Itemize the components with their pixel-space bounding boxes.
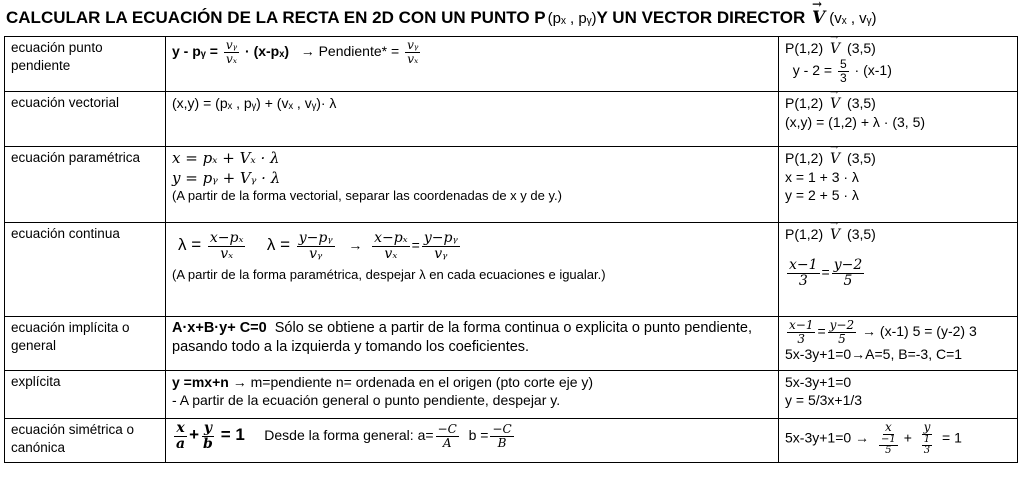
vector-symbol: → V	[830, 40, 840, 58]
row-example: P(1,2) → V (3,5) $\frac{x-1}{3}$ = $\frac{y-2}{5}$	[779, 223, 1018, 317]
fraction: $\frac{x}{a}$	[176, 420, 186, 452]
row-vectorial	[5, 92, 1018, 147]
row-example: P(1,2) → V (3,5) x = 1 + 3 · λ y = 2 + 5 · λ	[779, 147, 1018, 223]
row-formula: y - pᵧ = $\frac{\text{vᵧ}}{\text{vₓ}}$ · (x-pₓ) → Pendiente* = $\frac{\text{vᵧ}}{\text{vₓ}}$	[166, 37, 779, 92]
row-parametrica	[5, 147, 1018, 223]
title-middle: Y UN VECTOR DIRECTOR	[596, 8, 806, 27]
row-example: P(1,2) → V (3,5) (x,y) = (1,2) + λ · (3, 5)	[779, 92, 1018, 147]
fraction: $\frac{5}{3}$	[839, 57, 847, 85]
row-name: ecuación paramétrica	[5, 147, 166, 223]
row-formula: y =mx+n → m=pendiente n= ordenada en el origen (pto corte eje y) - A partir de la ecuación general o punto pendiente, despejar y.	[166, 371, 779, 419]
row-example: 5x-3y+1=0 → $\frac{x}{\frac{-1}{5}}$ + $\frac{y}{\frac{1}{3}}$ = 1	[779, 419, 1018, 463]
vector-symbol: → V	[830, 95, 840, 113]
row-punto-pendiente	[5, 37, 1018, 92]
row-example: 5x-3y+1=0 y = 5/3x+1/3	[779, 371, 1018, 419]
equations-table	[4, 36, 1018, 463]
fraction: $\frac{y-2}{5}$	[829, 318, 855, 346]
row-continua	[5, 223, 1018, 317]
fraction: $\frac{\text{y−pᵧ}}{\text{vᵧ}}$	[423, 230, 458, 262]
fraction: $\frac{-C}{B}$	[492, 422, 512, 450]
title-point: (pₓ , pᵧ)	[547, 9, 597, 27]
fraction: $\frac{x-1}{3}$	[789, 257, 818, 289]
fraction: $\frac{x-1}{3}$	[789, 318, 814, 346]
row-name: ecuación punto pendiente	[5, 37, 166, 92]
vector-symbol: → V	[830, 150, 840, 168]
row-formula: (x,y) = (pₓ , pᵧ) + (vₓ , vᵧ)· λ	[166, 92, 779, 147]
fraction: $\frac{y}{b}$	[203, 420, 213, 452]
fraction: $\frac{-C}{A}$	[437, 422, 457, 450]
title-main: CALCULAR LA ECUACIÓN DE LA RECTA EN 2D CON UN PUNTO P	[6, 8, 546, 27]
row-formula: A·x+B·y+ C=0 Sólo se obtiene a partir de la forma continua o explicita o punto pendiente, pasando todo a la izquierda y tomando los coeficientes.	[166, 317, 779, 371]
row-explicita	[5, 371, 1018, 419]
vector-symbol: → V	[830, 226, 840, 244]
row-formula: x = pₓ + Vₓ · λ y = pᵧ + Vᵧ · λ (A partir de la forma vectorial, separar las coordenadas de x y de y.)	[166, 147, 779, 223]
row-name: ecuación continua	[5, 223, 166, 317]
row-implicita	[5, 317, 1018, 371]
row-name: ecuación implícita o general	[5, 317, 166, 371]
fraction: $\frac{\text{vᵧ}}{\text{vₓ}}$	[225, 38, 238, 66]
row-name: explícita	[5, 371, 166, 419]
row-formula: λ = $\frac{\text{x−pₓ}}{\text{vₓ}}$ λ = $\frac{\text{y−pᵧ}}{\text{vᵧ}}$ → $\frac{\text{x−pₓ}}{\text{vₓ}}$ = $\frac{\text{y−pᵧ}}{\text{vᵧ}}$ (A partir de la forma paramétrica, despejar λ en cada ecuaciones e igualar.)	[166, 223, 779, 317]
fraction: $\frac{y}{\frac{1}{3}}$	[923, 420, 931, 457]
row-formula: $\frac{x}{a}$ + $\frac{y}{b}$ = 1 Desde la forma general: a= $\frac{-C}{A}$ b = $\frac{-C}{B}$	[166, 419, 779, 463]
row-name: ecuación vectorial	[5, 92, 166, 147]
fraction: $\frac{x}{\frac{-1}{5}}$	[880, 420, 896, 457]
title-vector: (vₓ , vᵧ)	[829, 9, 877, 27]
title-vector-symbol: → V	[812, 8, 825, 28]
fraction: $\frac{\text{y−pᵧ}}{\text{vᵧ}}$	[298, 230, 333, 262]
fraction: $\frac{y-2}{5}$	[833, 257, 863, 289]
row-name: ecuación simétrica o canónica	[5, 419, 166, 463]
row-example: P(1,2) → V (3,5) y - 2 = $\frac{5}{3}$ · (x-1)	[779, 37, 1018, 92]
fraction: $\frac{\text{vᵧ}}{\text{vₓ}}$	[407, 38, 419, 66]
fraction: $\frac{\text{x−pₓ}}{\text{vₓ}}$	[374, 230, 408, 262]
fraction: $\frac{\text{x−pₓ}}{\text{vₓ}}$	[209, 230, 244, 262]
row-simetrica	[5, 419, 1018, 463]
row-example: $\frac{x-1}{3}$ = $\frac{y-2}{5}$ → (x-1) 5 = (y-2) 3 5x-3y+1=0→A=5, B=-3, C=1	[779, 317, 1018, 371]
page-title	[0, 0, 1024, 36]
